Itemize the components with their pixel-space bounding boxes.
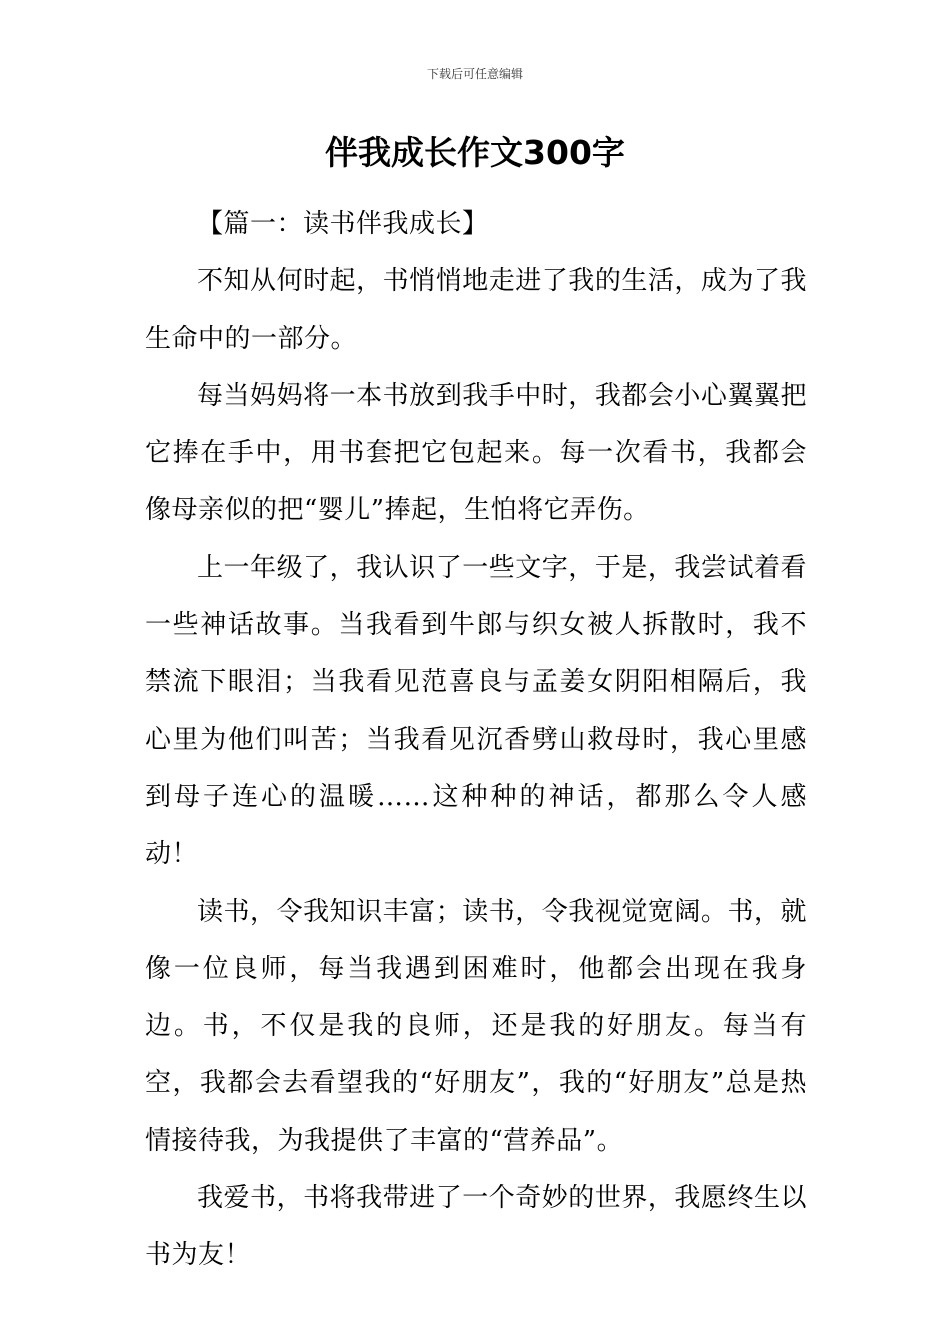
document-title: 伴我成长作文300字 bbox=[325, 133, 625, 172]
document-body bbox=[145, 196, 807, 1285]
paragraph-2: 每当妈妈将一本书放到我手中时，我都会小心翼翼把它捧在手中，用书套把它包起来。每一次看书，我都会像母亲似的把“婴儿”捧起，生怕将它弄伤。 bbox=[145, 380, 807, 526]
paragraph-1: 不知从何时起，书悄悄地走进了我的生活，成为了我生命中的一部分。 bbox=[145, 266, 807, 354]
paragraph-5: 我爱书，书将我带进了一个奇妙的世界，我愿终生以书为友！ bbox=[145, 1183, 807, 1271]
paragraph-4: 读书，令我知识丰富；读书，令我视觉宽阔。书，就像一位良师，每当我遇到困难时，他都会出现在我身边。书，不仅是我的良师，还是我的好朋友。每当有空，我都会去看望我的“好朋友”，我的“好朋友”总是热情接待我，为我提供了丰富的“营养品”。 bbox=[145, 896, 807, 1156]
header-note: 下载后可任意编辑 bbox=[426, 67, 523, 81]
section-heading: 【篇一：读书伴我成长】 bbox=[197, 209, 489, 239]
paragraph-3: 上一年级了，我认识了一些文字，于是，我尝试着看一些神话故事。当我看到牛郎与织女被人拆散时，我不禁流下眼泪；当我看见范喜良与孟姜女阴阳相隔后，我心里为他们叫苦；当我看见沉香劈山救母时，我心里感到母子连心的温暖……这种种的神话，都那么令人感动！ bbox=[145, 552, 807, 870]
